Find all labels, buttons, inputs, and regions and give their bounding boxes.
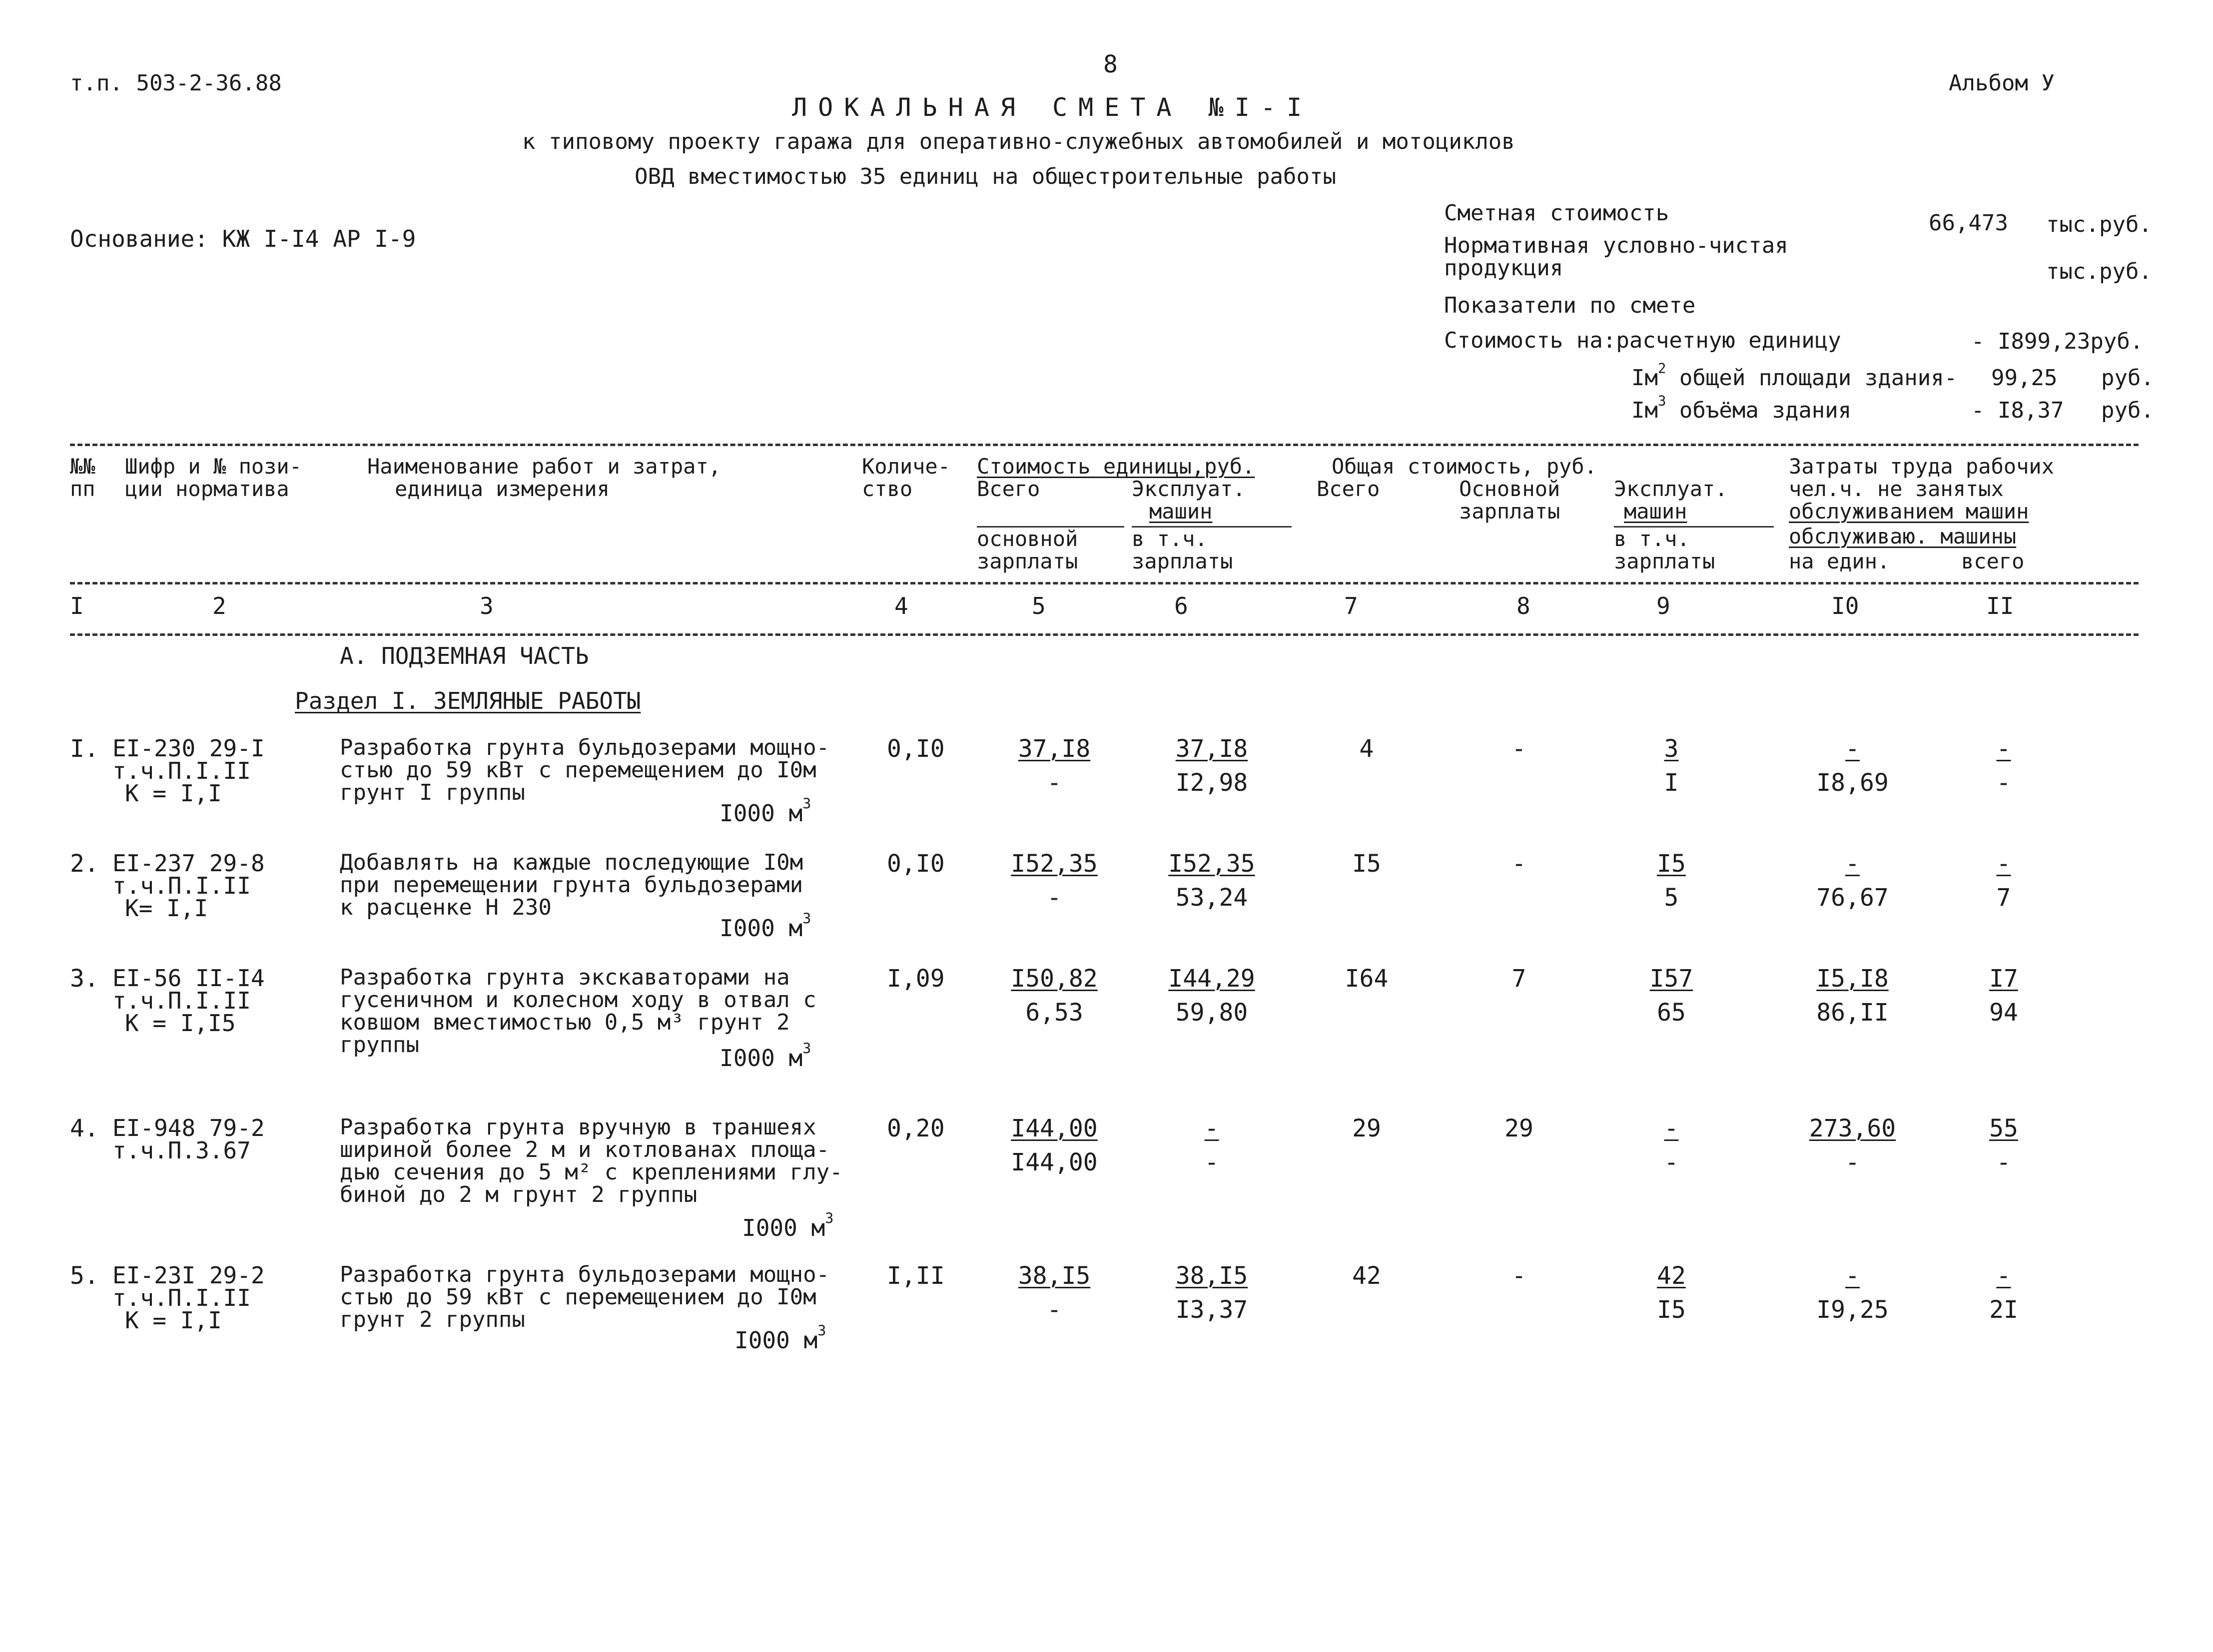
cell-c5-bot: 6,53	[1025, 999, 1083, 1027]
col-6-header-2: машин	[1149, 499, 1213, 524]
page-number: 8	[1103, 50, 1118, 78]
cell-c6-bot: I3,37	[1175, 1296, 1248, 1324]
col-8-header: Основной	[1459, 477, 1560, 501]
estimated-cost-label: Сметная стоимость	[1444, 200, 1669, 226]
numbers-bottom-rule	[70, 633, 2139, 636]
cell-c8: -	[1511, 735, 1526, 763]
estimated-cost-value: 66,473	[1929, 210, 2008, 236]
document-title: ЛОКАЛЬНАЯ СМЕТА №I-I	[792, 93, 1313, 122]
indicators-label: Показатели по смете	[1444, 293, 1696, 318]
cell-name-1: Разработка грунта бульдозерами мощно-	[340, 735, 830, 760]
cell-c10-bot: -	[1845, 1148, 1860, 1176]
cell-qty: 0,I0	[887, 850, 945, 878]
cell-c10-bot: I9,25	[1816, 1296, 1889, 1324]
document-subtitle-line-1: к типовому проекту гаража для оперативно-служебных автомобилей и мотоциклов	[522, 129, 1515, 154]
labor-group-header-4: обслуживаю. машины	[1789, 524, 2017, 549]
cell-c9-bot: I5	[1657, 1296, 1686, 1324]
cell-unit	[720, 910, 811, 942]
cell-unit	[742, 1210, 834, 1241]
col-5-header-2: основной	[977, 527, 1078, 551]
column-number: 4	[894, 592, 908, 619]
cell-name-1: Разработка грунта вручную в траншеях	[340, 1114, 816, 1140]
cell-code-3: К = I,I	[125, 780, 222, 807]
col-9-header-2: машин	[1624, 499, 1687, 524]
cell-c9-top: 42	[1657, 1262, 1686, 1290]
section-a-title: А. ПОДЗЕМНАЯ ЧАСТЬ	[340, 642, 589, 669]
cell-qty: I,09	[887, 965, 945, 993]
col-6-header: Эксплуат.	[1132, 477, 1246, 501]
normative-product-unit: тыс.руб.	[2046, 259, 2152, 284]
cell-c7: I64	[1345, 965, 1389, 993]
cell-c9-bot: 65	[1657, 999, 1686, 1027]
unit-label: I000 м	[720, 1045, 803, 1072]
col-8-header-2: зарплаты	[1459, 499, 1560, 524]
cell-c10-top: -	[1845, 850, 1860, 878]
cell-c11-bot: -	[1996, 769, 2011, 797]
cell-c8: 7	[1511, 965, 1526, 993]
labor-group-header-2: чел.ч. не занятых	[1789, 477, 2004, 501]
cell-c5-bot: I44,00	[1011, 1148, 1098, 1176]
cell-c10-top: I5,I8	[1816, 965, 1889, 993]
cell-c11-top: I7	[1989, 965, 2018, 993]
unit-power: 3	[825, 1210, 834, 1227]
cell-name-2: стью до 59 кВт с перемещением до I0м	[340, 757, 816, 783]
cell-name-3: грунт I группы	[340, 780, 525, 805]
cell-num: 3.	[70, 965, 99, 993]
album-label: Альбом У	[1949, 70, 2055, 96]
col-4-header-2: ство	[862, 477, 913, 501]
cell-c10-top: 273,60	[1809, 1114, 1896, 1142]
cell-name-4: группы	[340, 1032, 419, 1058]
cell-c6-top: I52,35	[1168, 850, 1255, 878]
cell-unit	[720, 1040, 811, 1072]
cell-code-2: т.ч.П.I.II	[112, 987, 251, 1014]
cell-num: I.	[70, 735, 99, 763]
section-1-title: Раздел I. ЗЕМЛЯНЫЕ РАБОТЫ	[295, 687, 641, 714]
cell-c11-bot: -	[1996, 1148, 2011, 1176]
cell-code-1: ЕI-56 II-I4	[112, 965, 265, 992]
cell-code-2: т.ч.П.I.II	[112, 872, 251, 899]
cell-c9-top: I5	[1657, 850, 1686, 878]
cell-unit	[720, 795, 811, 827]
cell-c10-top: -	[1845, 1262, 1860, 1290]
document-subtitle-line-2: ОВД вместимостью 35 единиц на общестроительные работы	[635, 164, 1336, 189]
col-5-header-3: зарплаты	[977, 549, 1078, 573]
cell-c11-top: 55	[1989, 1114, 2018, 1142]
col-10-header: на един.	[1789, 549, 1890, 573]
column-number: I0	[1831, 592, 1859, 619]
unit-power: 3	[802, 910, 811, 927]
cell-c5-top: I52,35	[1011, 850, 1098, 878]
cell-c6-top: 38,I5	[1175, 1262, 1248, 1290]
column-number: II	[1986, 592, 2014, 619]
total-cost-group-header: Общая стоимость, руб.	[1332, 454, 1597, 479]
per-unit-cost-value: - I899,23руб.	[1971, 329, 2144, 354]
column-number: 5	[1032, 592, 1046, 619]
cell-code-3: К= I,I	[125, 895, 208, 922]
cell-name-1: Разработка грунта бульдозерами мощно-	[340, 1262, 830, 1287]
cell-c9-top: I57	[1649, 965, 1693, 993]
cell-c6-top: -	[1204, 1114, 1219, 1142]
cell-num: 2.	[70, 850, 99, 878]
cell-c6-bot: 59,80	[1175, 999, 1248, 1027]
cell-c7: 4	[1359, 735, 1374, 763]
cell-c6-bot: -	[1204, 1148, 1219, 1176]
cell-c5-top: I50,82	[1011, 965, 1098, 993]
col-11-header: всего	[1961, 549, 2025, 573]
column-number: 9	[1656, 592, 1670, 619]
area-cost-value: 99,25	[1991, 365, 2058, 391]
cell-c5-top: I44,00	[1011, 1114, 1098, 1142]
cell-name-2: при перемещении грунта бульдозерами	[340, 872, 803, 898]
col-1-header-2: пп	[70, 477, 95, 501]
estimated-cost-unit: тыс.руб.	[2046, 212, 2152, 237]
cell-name-3: к расценке Н 230	[340, 895, 552, 920]
cell-c11-bot: 94	[1989, 999, 2018, 1027]
col-7-header: Всего	[1317, 477, 1380, 501]
col-3-header-2: единица измерения	[395, 477, 610, 501]
cell-num: 4.	[70, 1114, 99, 1142]
cell-c5-bot: -	[1047, 1296, 1062, 1324]
cell-name-1: Разработка грунта экскаваторами на	[340, 965, 790, 990]
cell-c8: 29	[1504, 1114, 1533, 1142]
cell-c9-top: 3	[1664, 735, 1679, 763]
area-cost-unit: руб.	[2101, 365, 2154, 391]
cell-code-2: т.ч.П.3.67	[112, 1137, 251, 1164]
column-number: 8	[1516, 592, 1530, 619]
cell-code-3: К = I,I5	[125, 1010, 236, 1037]
cell-c9-bot: 5	[1664, 884, 1679, 912]
normative-product-label-2: продукция	[1444, 255, 1563, 281]
cell-c8: -	[1511, 1262, 1526, 1290]
col-5-header: Всего	[977, 477, 1040, 501]
cell-c11-top: -	[1996, 850, 2011, 878]
cell-code-1: ЕI-948 79-2	[112, 1114, 265, 1141]
cell-num: 5.	[70, 1262, 99, 1290]
column-number: 3	[480, 592, 494, 619]
cell-c5-bot: -	[1047, 884, 1062, 912]
cell-c7: 42	[1352, 1262, 1381, 1290]
cell-c5-top: 38,I5	[1018, 1262, 1091, 1290]
cell-name-4: биной до 2 м грунт 2 группы	[340, 1182, 698, 1207]
col-2-header: Шифр и № пози-	[125, 454, 302, 479]
cell-code-3: К = I,I	[125, 1307, 222, 1334]
cell-c9-top: -	[1664, 1114, 1679, 1142]
cell-c6-bot: I2,98	[1175, 769, 1248, 797]
cell-c11-top: -	[1996, 735, 2011, 763]
cell-c10-bot: I8,69	[1816, 769, 1889, 797]
cell-name-2: шириной более 2 м и котлованах площа-	[340, 1137, 830, 1162]
cell-name-3: ковшом вместимостью 0,5 м³ грунт 2	[340, 1010, 790, 1035]
cell-name-3: грунт 2 группы	[340, 1307, 525, 1332]
col-6-header-3: в т.ч.	[1132, 527, 1208, 551]
col-9-header: Эксплуат.	[1614, 477, 1728, 501]
cell-c11-bot: 7	[1996, 884, 2011, 912]
cell-name-2: гусеничном и колесном ходу в отвал с	[340, 987, 816, 1013]
area-cost-label: $Iм^2$ общей площади здания-	[1631, 361, 1958, 391]
cell-code-2: т.ч.П.I.II	[112, 1284, 251, 1311]
column-number: 2	[212, 592, 226, 619]
col-1-header: №№	[70, 454, 95, 479]
col-6-header-4: зарплаты	[1132, 549, 1233, 573]
column-number: 6	[1174, 592, 1188, 619]
unit-power: 3	[817, 1322, 826, 1339]
cell-code-2: т.ч.П.I.II	[112, 757, 251, 784]
unit-label: I000 м	[735, 1327, 818, 1354]
cell-qty: I,II	[887, 1262, 945, 1290]
cell-code-1: ЕI-23I 29-2	[112, 1262, 265, 1289]
column-number: I	[70, 592, 84, 619]
volume-cost-unit: руб.	[2101, 398, 2154, 423]
cell-c9-bot: I	[1664, 769, 1679, 797]
cell-qty: 0,I0	[887, 735, 945, 763]
doc-code: т.п. 503-2-36.88	[70, 70, 282, 96]
col-9-header-3: в т.ч.	[1614, 527, 1690, 551]
cell-c7: 29	[1352, 1114, 1381, 1142]
cell-c10-bot: 86,II	[1816, 999, 1889, 1027]
normative-product-label-1: Нормативная условно-чистая	[1444, 233, 1788, 258]
labor-group-header-3: обслуживанием машин	[1789, 499, 2029, 524]
basis-reference: Основание: КЖ I-I4 АР I-9	[70, 225, 416, 252]
cell-c9-bot: -	[1664, 1148, 1679, 1176]
cell-c5-top: 37,I8	[1018, 735, 1091, 763]
col-3-header: Наименование работ и затрат,	[367, 454, 722, 479]
cell-c6-bot: 53,24	[1175, 884, 1248, 912]
unit-label: I000 м	[742, 1214, 825, 1241]
col-2-header-2: ции норматива	[125, 477, 289, 501]
cell-c7: I5	[1352, 850, 1381, 878]
col-4-header: Количе-	[862, 454, 951, 479]
volume-cost-value: - I8,37	[1971, 398, 2064, 423]
cell-c5-bot: -	[1047, 769, 1062, 797]
cell-c8: -	[1511, 850, 1526, 878]
cell-c11-top: -	[1996, 1262, 2011, 1290]
unit-label: I000 м	[720, 915, 803, 942]
unit-label: I000 м	[720, 800, 803, 827]
cell-qty: 0,20	[887, 1114, 945, 1142]
cell-unit	[735, 1322, 826, 1354]
volume-cost-label: $Iм^3$ объёма здания	[1631, 393, 1852, 423]
cell-c10-top: -	[1845, 735, 1860, 763]
cell-c11-bot: 2I	[1989, 1296, 2018, 1324]
table-top-rule	[70, 444, 2139, 446]
cell-c10-bot: 76,67	[1816, 884, 1889, 912]
cell-code-1: ЕI-230 29-I	[112, 735, 265, 762]
cell-c6-top: 37,I8	[1175, 735, 1248, 763]
header-bottom-rule	[70, 582, 2139, 584]
per-unit-cost-label: Стоимость на:расчетную единицу	[1444, 328, 1841, 353]
unit-power: 3	[802, 795, 811, 812]
column-number: 7	[1344, 592, 1358, 619]
cell-code-1: ЕI-237 29-8	[112, 850, 265, 877]
unit-cost-group-header: Стоимость единицы,руб.	[977, 454, 1255, 479]
unit-power: 3	[802, 1040, 811, 1057]
cell-name-2: стью до 59 кВт с перемещением до I0м	[340, 1284, 816, 1310]
col-9-header-4: зарплаты	[1614, 549, 1715, 573]
cell-name-3: дью сечения до 5 м² с креплениями глу-	[340, 1159, 843, 1185]
cell-c6-top: I44,29	[1168, 965, 1255, 993]
cell-name-1: Добавлять на каждые последующие I0м	[340, 850, 803, 875]
labor-group-header: Затраты труда рабочих	[1789, 454, 2055, 479]
